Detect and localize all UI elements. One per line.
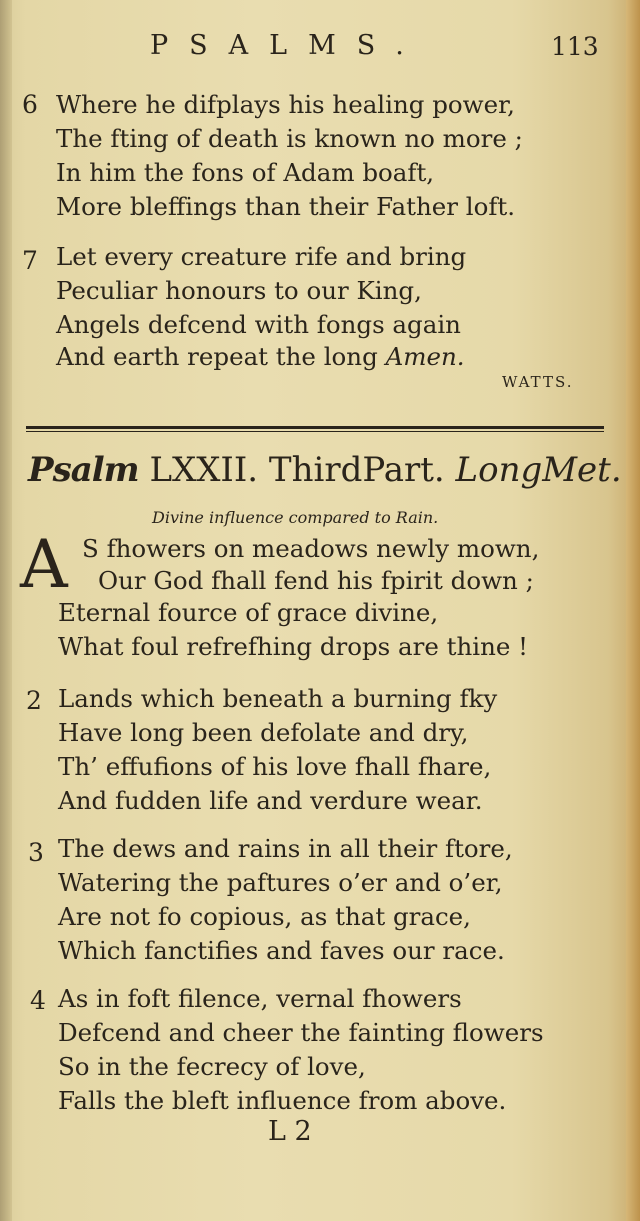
psalm-heading [28,450,622,490]
section-rule-thin [26,431,604,432]
verse-line: Our God fhall fend his fpirit down ; [98,566,534,595]
verse-line: Which fanctifies and faves our race. [58,936,505,965]
verse-line: Eternal fource of grace divine, [58,598,439,627]
verse-line: Falls the bleft influence from above. [58,1086,507,1115]
verse-line: Lands which beneath a burning fky [58,684,498,713]
verse-line: Angels defcend with fongs again [56,310,461,339]
stanza-number: 2 [26,686,42,715]
verse-line: Have long been defolate and dry, [58,718,469,747]
page-edge [626,0,640,1221]
verse-line-text: And earth repeat the long [56,342,386,371]
psalm-label: Psalm [28,450,139,490]
verse-line: S fhowers on meadows newly mown, [82,534,540,563]
section-rule-thick [26,426,604,429]
psalm-subtitle: Divine influence compared to Rain. [152,508,439,527]
verse-line: Watering the paftures o’er and o’er, [58,868,503,897]
verse-line: More bleffings than their Father loft. [56,192,516,221]
drop-cap: A [20,526,68,603]
psalm-meter: LongMet. [455,450,622,490]
verse-line: And fudden life and verdure wear. [58,786,483,815]
stanza-number: 3 [28,838,44,867]
verse-line [56,342,465,371]
verse-line: So in the fecrecy of love, [58,1052,366,1081]
psalm-title: LXXII. ThirdPart. [138,450,456,490]
verse-line: Let every creature rife and bring [56,242,467,271]
verse-line-italic-word: Amen. [385,342,465,371]
author-attribution: WATTS. [502,373,574,391]
stanza-number: 6 [22,90,38,119]
stanza-number: 4 [30,986,46,1015]
running-head: PSALMS. [150,30,425,61]
signature-mark: L 2 [268,1116,312,1147]
verse-line: Are not fo copious, as that grace, [58,902,471,931]
verse-line: Th’ effufions of his love fhall fhare, [58,752,492,781]
verse-line: As in foft filence, vernal fhowers [58,984,462,1013]
verse-line: The dews and rains in all their ftore, [58,834,513,863]
verse-line: What foul refrefhing drops are thine ! [58,632,529,661]
verse-line: Where he difplays his healing power, [56,90,515,119]
verse-line: Defcend and cheer the fainting flowers [58,1018,544,1047]
stanza-number: 7 [22,246,38,275]
verse-line: The fting of death is known no more ; [56,124,523,153]
verse-line: In him the fons of Adam boaft, [56,158,435,187]
verse-line: Peculiar honours to our King, [56,276,422,305]
page-gutter-shadow [0,0,12,1221]
page-number: 113 [551,32,599,61]
